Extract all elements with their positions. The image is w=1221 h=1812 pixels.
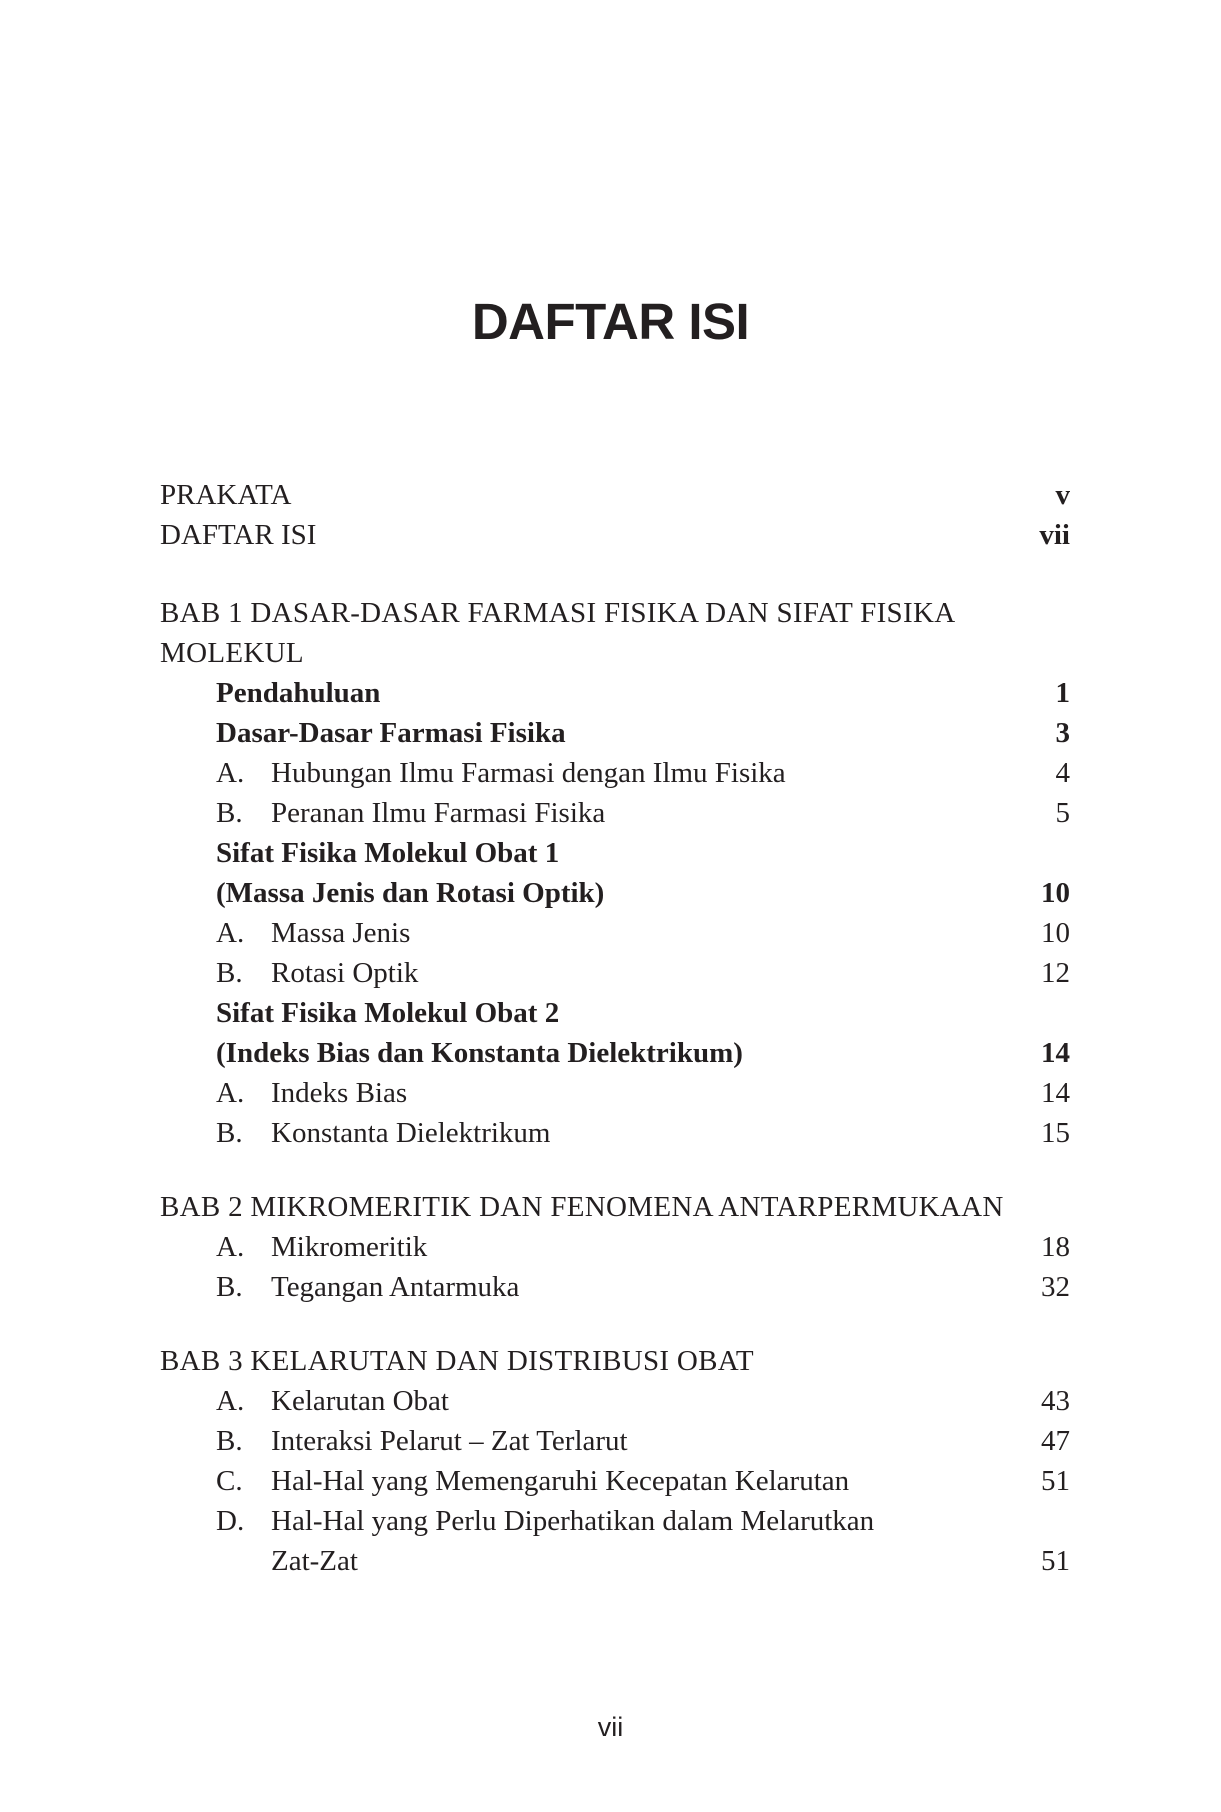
toc-entry-kelarutan-obat[interactable] [160,1381,1070,1421]
entry-page: 1 [1055,677,1070,709]
chapter-heading-line: MOLEKUL [160,637,304,669]
toc-entry-melarutkan[interactable] [160,1501,1070,1581]
entry-label: Konstanta Dielektrikum [271,1117,551,1149]
entry-label: Kelarutan Obat [271,1385,449,1417]
entry-page: 14 [1041,1077,1070,1109]
entry-letter: B. [216,1117,243,1149]
entry-label: DAFTAR ISI [160,519,317,551]
entry-label: (Indeks Bias dan Konstanta Dielektrikum) [216,1037,743,1069]
toc-entry-tegangan[interactable] [160,1267,1070,1307]
toc-entry-peranan[interactable] [160,793,1070,833]
entry-page: 4 [1055,757,1070,789]
entry-label: Interaksi Pelarut – Zat Terlarut [271,1425,628,1457]
table-of-contents [160,475,1070,1581]
page-number: vii [597,1712,624,1742]
entry-page: vii [1039,519,1070,551]
entry-letter: A. [216,1077,245,1109]
toc-entry-rotasi-optik[interactable] [160,953,1070,993]
entry-page: 18 [1041,1231,1070,1263]
entry-page: 14 [1041,1037,1070,1069]
toc-entry-kecepatan[interactable] [160,1461,1070,1501]
entry-page: 32 [1041,1271,1070,1303]
toc-entry-dasar-dasar[interactable] [160,713,1070,753]
entry-letter: A. [216,1231,245,1263]
entry-letter: D. [216,1505,245,1537]
toc-entry-massa-jenis[interactable] [160,913,1070,953]
chapter-1-heading [160,593,1070,673]
entry-page: 10 [1041,877,1070,909]
entry-letter: B. [216,957,243,989]
toc-entry-mikromeritik[interactable] [160,1227,1070,1267]
entry-letter: B. [216,1271,243,1303]
entry-label: Hal-Hal yang Memengaruhi Kecepatan Kelarutan [271,1465,850,1497]
entry-label: Dasar-Dasar Farmasi Fisika [216,717,566,749]
entry-page: 10 [1041,917,1070,949]
entry-letter: B. [216,797,243,829]
entry-page: 15 [1041,1117,1070,1149]
entry-page: 43 [1041,1385,1070,1417]
entry-label: Zat-Zat [271,1545,358,1577]
entry-letter: A. [216,917,245,949]
toc-entry-hubungan[interactable] [160,753,1070,793]
entry-label: (Massa Jenis dan Rotasi Optik) [216,877,605,909]
toc-entry-interaksi[interactable] [160,1421,1070,1461]
chapter-2-heading: BAB 2 MIKROMERITIK DAN FENOMENA ANTARPERMUKAAN [160,1191,1004,1223]
entry-page: 51 [1041,1465,1070,1497]
toc-entry-konstanta[interactable] [160,1113,1070,1153]
toc-entry-daftar-isi[interactable] [160,515,1070,555]
toc-entry-prakata[interactable] [160,475,1070,515]
toc-entry-indeks-bias[interactable] [160,1073,1070,1113]
entry-label: Rotasi Optik [271,957,419,989]
toc-entry-sifat-fisika-2[interactable] [160,993,1070,1073]
entry-label: Indeks Bias [271,1077,408,1109]
entry-label: Peranan Ilmu Farmasi Fisika [271,797,606,829]
entry-label: Sifat Fisika Molekul Obat 2 [216,997,560,1029]
entry-letter: C. [216,1465,243,1497]
entry-label: Tegangan Antarmuka [271,1271,520,1303]
entry-page: 12 [1041,957,1070,989]
entry-label: Pendahuluan [216,677,381,709]
entry-letter: A. [216,757,245,789]
entry-label: Mikromeritik [271,1231,428,1263]
page-title: DAFTAR ISI [471,293,750,350]
entry-page: 5 [1055,797,1070,829]
toc-entry-sifat-fisika-1[interactable] [160,833,1070,913]
chapter-heading-line: BAB 1 DASAR-DASAR FARMASI FISIKA DAN SIFAT FISIKA [160,597,956,629]
entry-label: Hubungan Ilmu Farmasi dengan Ilmu Fisika [271,757,786,789]
entry-page: 3 [1055,717,1070,749]
entry-label: PRAKATA [160,479,292,511]
entry-page: 47 [1041,1425,1070,1457]
entry-page: 51 [1041,1545,1070,1577]
chapter-3-heading: BAB 3 KELARUTAN DAN DISTRIBUSI OBAT [160,1345,754,1377]
entry-label: Massa Jenis [271,917,411,949]
entry-letter: B. [216,1425,243,1457]
toc-entry-pendahuluan[interactable] [160,673,1070,713]
entry-label: Hal-Hal yang Perlu Diperhatikan dalam Melarutkan [271,1505,875,1537]
entry-letter: A. [216,1385,245,1417]
entry-label: Sifat Fisika Molekul Obat 1 [216,837,560,869]
entry-page: v [1055,479,1070,511]
